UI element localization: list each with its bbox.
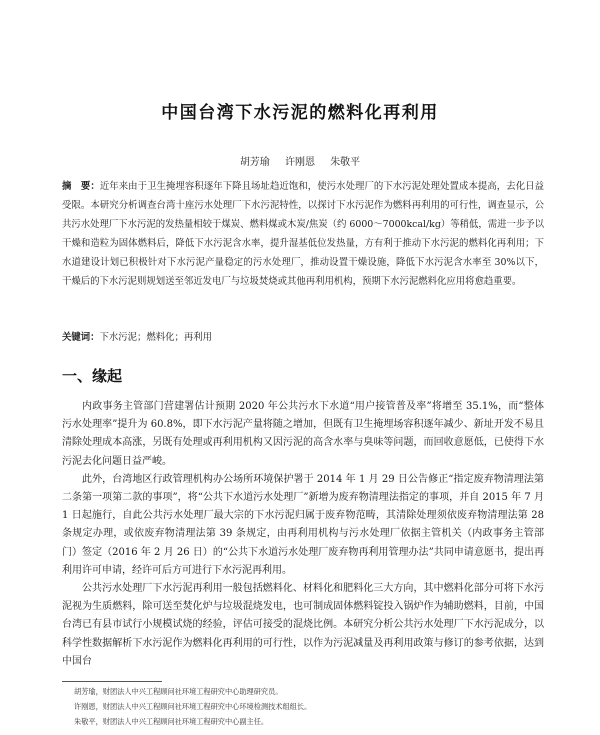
abstract — [62, 178, 544, 291]
section-body — [62, 398, 544, 671]
footnotes — [62, 684, 544, 729]
keywords — [62, 329, 544, 347]
abstract-label: 摘 要： — [62, 181, 100, 192]
paper-title: 中国台湾下水污泥的燃料化再利用 — [161, 103, 439, 123]
body-paragraph: 此外，台湾地区行政管理机构办公场所环境保护署于 2014 年 1 月 29 日公告修正“指定废弃物清理法第二条第一项第二款的事项”，将“公共下水道污水处理厂”新增为废弃物清理法指定的事项，并自 2015 年 7 月 1 日起施行，自此公共污水处理厂最大宗的下水污泥归属于废弃物范畴，其清除处理须依废弃物清理法第 28 条规定办理，或依废弃物清理法第 39 条规定，由再利用机构与污水处理厂依据主管机关（内政事务主管部门）签定（2016 年 2 月 26 日）的“公共下水道污水处理厂废弃物再利用管理办法”共同申请意愿书，提出再利用许可申请，经许可后方可进行下水污泥再利用。 — [62, 473, 544, 576]
author-list — [0, 153, 600, 168]
abstract-text: 近年来由于卫生掩埋容积逐年下降且场址趋近饱和，使污水处理厂的下水污泥处理处置成本提高，去化日益受限。本研究分析调查台湾十座污水处理厂下水污泥特性，以探讨下水污泥作为燃料再利用的可行性，调查显示，公共污水处理厂下水污泥的发热量相较于煤炭、燃料煤或木炭/焦炭（约 6000～7000kcal/kg）等稍低，需进一步予以干燥和造粒为固体燃料后，降低下水污泥含水率，提升湿基低位发热量，方有利于推动下水污泥的燃料化再利用；下水道建设计划已积极针对下水污泥产量稳定的污水处理厂，推动设置干燥设施，降低下水污泥含水率至 30%以下，干燥后的下水污泥则规划送至邻近发电厂与垃圾焚烧或其他再利用机构，预期下水污泥燃料化应用将愈趋重要。 — [62, 181, 544, 287]
author-name: 胡芳瑜 — [239, 157, 270, 168]
author-name: 许刚恩 — [285, 157, 315, 168]
footnote: 许刚恩，财团法人中兴工程顾问社环境工程研究中心环境检测技术组组长。 — [74, 702, 312, 711]
keywords-label: 关键词： — [62, 332, 100, 343]
keywords-text: 下水污泥；燃料化；再利用 — [99, 332, 213, 343]
author-name: 朱敬平 — [330, 157, 361, 168]
footnote: 胡芳瑜，财团法人中兴工程顾问社环境工程研究中心助理研究员。 — [74, 687, 283, 696]
footnote: 朱敬平，财团法人中兴工程顾问社环境工程研究中心副主任。 — [74, 717, 269, 726]
footnote-divider — [62, 681, 162, 682]
section-heading: 一、缘起 — [62, 367, 123, 385]
body-paragraph: 公共污水处理厂下水污泥再利用一般包括燃料化、材料化和肥料化三大方向，其中燃料化部分可将下水污泥视为生质燃料，除可送至焚化炉与垃圾混烧发电，也可制成固体燃料锭投入锅炉作为辅助燃料，目前，中国台湾已有县市试行小规模试烧的经验，评估可接受的混烧比例。本研究分析公共污水处理厂下水污泥成分，以科学性数据解析下水污泥作为燃料化再利用的可行性，以作为污泥减量及再利用政策与修订的参考依据，达到中国台 — [62, 583, 544, 667]
body-paragraph: 内政事务主管部门营建署估计预期 2020 年公共污水下水道“用户接管普及率”将增至 35.1%，而“整体污水处理率”提升为 60.8%，即下水污泥产量将随之增加，但既有卫生掩埋场容积逐年减少、新址开发不易且清除处理成本高涨，另既有处理或再利用机构又因污泥的高含水率与臭味等问题，而回收意愿低，已使得下水污泥去化问题日益严峻。 — [62, 401, 544, 467]
